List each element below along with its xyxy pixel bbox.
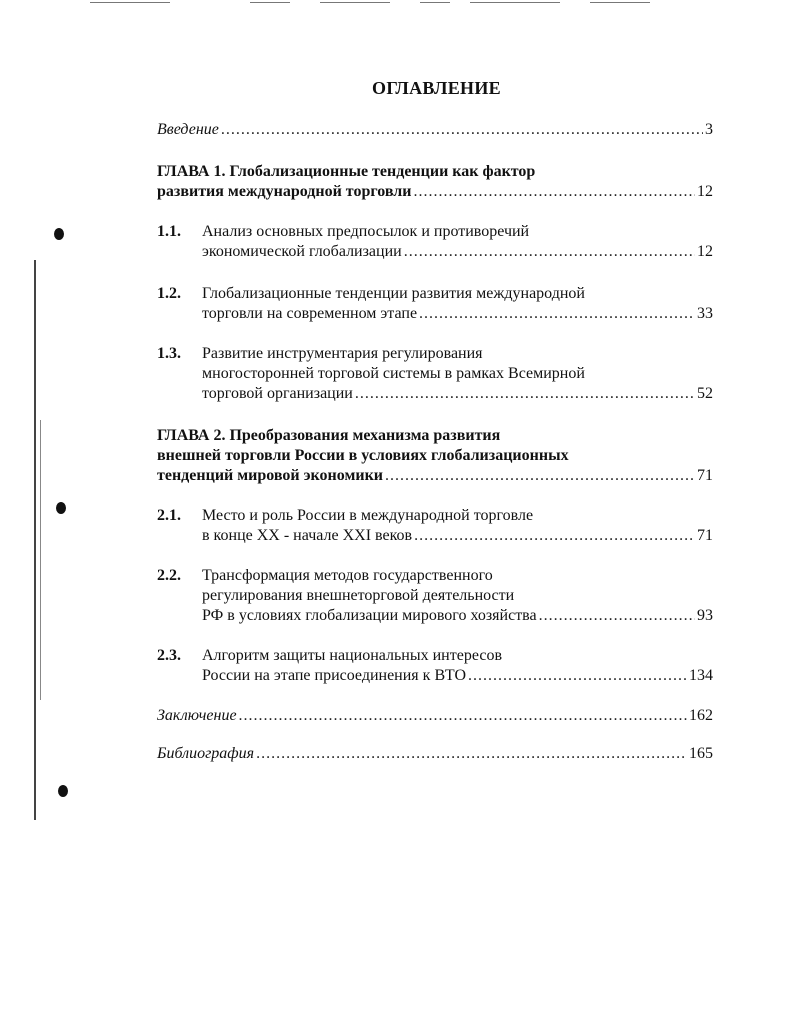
section-title-line: экономической глобализации xyxy=(202,243,402,260)
page-number: 71 xyxy=(697,527,713,544)
dot-leader xyxy=(539,606,695,626)
dot-leader xyxy=(468,666,687,686)
binding-edge-artifact xyxy=(0,0,70,1025)
dot-leader xyxy=(385,466,695,486)
page-number: 93 xyxy=(697,607,713,624)
dot-leader xyxy=(404,242,695,262)
section-number: 2.3. xyxy=(157,647,181,664)
dot-leader xyxy=(256,744,687,764)
toc-entry-label: Заключение xyxy=(157,707,237,724)
dot-leader xyxy=(414,526,695,546)
dot-leader xyxy=(239,706,687,726)
chapter-title-line: развития международной торговли xyxy=(157,183,412,200)
page-number: 12 xyxy=(697,183,713,200)
page-number: 3 xyxy=(705,121,713,138)
chapter-title-line: тенденций мировой экономики xyxy=(157,467,384,484)
dot-leader xyxy=(221,120,703,140)
section-title-line: Глобализационные тенденции развития международной xyxy=(202,285,585,302)
page-number: 71 xyxy=(697,467,713,484)
section-title-line: Анализ основных предпосылок и противоречий xyxy=(202,223,530,240)
section-title-line: в конце XX - начале XXI веков xyxy=(202,527,413,544)
toc-entry-conclusion[interactable] xyxy=(157,706,713,726)
section-title-line: Развитие инструментария регулирования xyxy=(202,345,483,362)
section-number: 1.1. xyxy=(157,223,181,240)
section-title-line: России на этапе присоединения к ВТО xyxy=(202,667,467,684)
page-number: 33 xyxy=(697,305,713,322)
chapter-title-line: ГЛАВА 2. Преобразования механизма развития xyxy=(157,427,501,444)
chapter-title-line: ГЛАВА 1. Глобализационные тенденции как фактор xyxy=(157,163,536,180)
section-number: 1.3. xyxy=(157,345,181,362)
section-title-line: регулирования внешнеторговой деятельности xyxy=(202,587,515,604)
page-number: 165 xyxy=(689,745,713,762)
section-title-line: РФ в условиях глобализации мирового хозяйства xyxy=(202,607,537,624)
toc-entry-bibliography[interactable] xyxy=(157,744,713,764)
toc-entry-label: Введение xyxy=(157,121,219,138)
section-number: 1.2. xyxy=(157,285,181,302)
toc-entry-intro[interactable] xyxy=(157,120,713,140)
toc-entry-chapter-2[interactable] xyxy=(157,426,713,486)
toc-entry-chapter-1[interactable] xyxy=(157,162,713,202)
section-number: 2.2. xyxy=(157,567,181,584)
page-number: 12 xyxy=(697,243,713,260)
dot-leader xyxy=(419,304,695,324)
section-title-line: Алгоритм защиты национальных интересов xyxy=(202,647,502,664)
dot-leader xyxy=(355,384,695,404)
page-number: 162 xyxy=(689,707,713,724)
section-title-line: торговли на современном этапе xyxy=(202,305,418,322)
punch-hole xyxy=(58,785,68,797)
page-title: ОГЛАВЛЕНИЕ xyxy=(372,78,501,98)
punch-hole xyxy=(56,502,66,514)
page-number: 52 xyxy=(697,385,713,402)
section-title-line: Трансформация методов государственного xyxy=(202,567,493,584)
section-number: 2.1. xyxy=(157,507,181,524)
toc-entry-label: Библиография xyxy=(157,745,255,762)
section-title-line: торговой организации xyxy=(202,385,353,402)
scan-edge-artifact xyxy=(0,0,793,8)
section-title-line: Место и роль России в международной торговле xyxy=(202,507,534,524)
section-title-line: многосторонней торговой системы в рамках Всемирной xyxy=(202,365,585,382)
chapter-title-line: внешней торговли России в условиях глобализационных xyxy=(157,447,569,464)
page-number: 134 xyxy=(689,667,713,684)
punch-hole xyxy=(54,228,64,240)
dot-leader xyxy=(413,182,695,202)
